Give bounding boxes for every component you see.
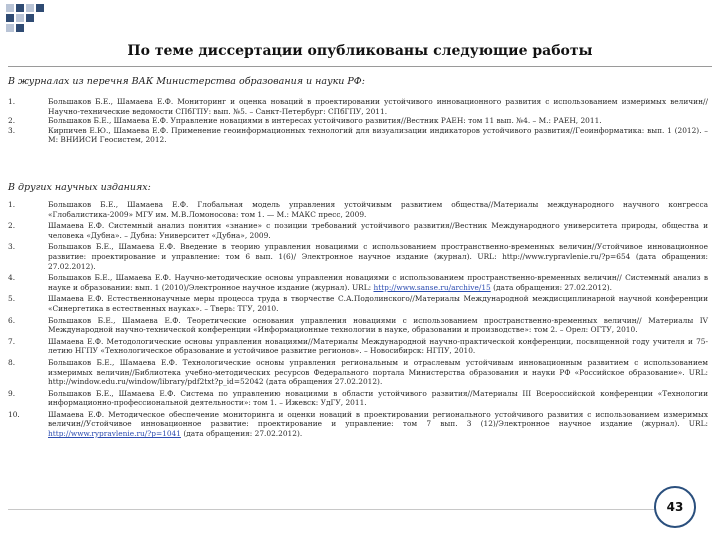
publication-item (8, 116, 708, 126)
publication-item (8, 221, 708, 240)
publication-access-date: (дата обращения: 27.02.2012). (490, 282, 612, 292)
section-heading-vak: В журналах из перечня ВАК Министерства образования и науки РФ: (8, 76, 365, 87)
decor-square (26, 4, 34, 12)
decor-square (16, 4, 24, 12)
publication-number: 9. (8, 388, 16, 398)
publication-item (8, 358, 708, 387)
page-number-badge: 43 (654, 486, 696, 528)
publication-number: 6. (8, 315, 16, 325)
publication-number: 2. (8, 221, 16, 231)
publication-item (8, 337, 708, 356)
publication-item (8, 242, 708, 271)
decor-square (16, 24, 24, 32)
decor-square (6, 4, 14, 12)
page-title: По теме диссертации опубликованы следующие работы (127, 43, 593, 59)
decor-square (6, 14, 14, 22)
publication-text: Большаков Б.Е., Шамаева Е.Ф. Управление новациями в интересах устойчивого развития//Вестник РАЕН: том 11 вып. №4. – М.: РАЕН, 2011. (48, 116, 602, 126)
publication-text: Большаков Б.Е., Шамаева Е.Ф. Технологические основы управления региональным и отраслевым устойчивым инновационным развитием с использованием измеримых величин//Библиотека учебно-методических ресурсов Федерального портала Министерства образования и науки РФ «Российское образование». URL: http://window.edu.ru/window/library/pdf2txt?p_id=52042 (дата обращения 27.02.2012). (48, 357, 708, 387)
publication-number: 5. (8, 294, 16, 304)
publication-number: 10. (8, 409, 20, 419)
publication-number: 3. (8, 242, 16, 252)
publication-item (8, 410, 708, 439)
decor-square (6, 24, 14, 32)
publication-item (8, 126, 708, 145)
other-publication-list (8, 200, 708, 439)
publication-number: 1. (8, 97, 16, 106)
publication-text: Кирпичев Е.Ю., Шамаева Е.Ф. Применение геоинформационных технологий для визуализации индикаторов устойчивого развития//Геоинформатика: вып. 1 (2012). – М: ВНИИСИ Геосистем, 2012. (48, 125, 708, 145)
publication-number: 3. (8, 125, 16, 135)
publication-number: 1. (8, 200, 16, 209)
corner-decoration (0, 0, 110, 40)
decor-square (16, 14, 24, 22)
decor-square (26, 14, 34, 22)
publication-link[interactable]: http://www.rypravlenie.ru/?p=1041 (48, 429, 181, 439)
publication-number: 2. (8, 116, 16, 126)
publication-text: Шамаева Е.Ф. Системный анализ понятия «знание» с позиции требований устойчивого развития//Вестник Международного университета природы, общества и человека «Дубна». – Дубна: Университет «Дубна», 2009. (48, 221, 708, 240)
publication-number: 4. (8, 273, 16, 283)
publication-text: Большаков Б.Е., Шамаева Е.Ф. Введение в теорию управления новациями с использованием пространственно-временных величин//Устойчивое инновационное развитие: проектирование и управление: том 6 вып. 1(6)/ Электронное научное издание (журнал). URL: http://www.rypravlenie.ru/?p=654 (дата обращения: 27.02.2012). (48, 242, 708, 271)
publication-text: Шамаева Е.Ф. Методическое обеспечение мониторинга и оценки новаций в проектировании регионального устойчивого развития с использованием измеримых величин//Устойчивое инновационное развитие: проектирование и управление: том 7 вып. 3 (12)/Электронное научное издание (журнал). URL: (48, 409, 708, 429)
publication-text: Большаков Б.Е., Шамаева Е.Ф. Научно-методические основы управления новациями с использованием пространственно-временных величин// Системный анализ в науке и образовании: вып. 1 (2010)/Электронное научное издание (журнал). URL: (48, 273, 708, 292)
publication-item (8, 316, 708, 335)
publication-item (8, 389, 708, 408)
publication-text: Шамаева Е.Ф. Методологические основы управления новациями//Материалы Международной научно-практической конференции, посвященной году учителя и 75-летию НГПУ «Технологическое образование и устойчивое развитие регионов». – Новосибирск: НГПУ, 2010. (48, 336, 708, 356)
section-heading-other: В других научных изданиях: (8, 182, 151, 193)
title-divider (8, 66, 712, 67)
publication-number: 8. (8, 357, 16, 367)
publication-item (8, 294, 708, 313)
publication-access-date: (дата обращения: 27.02.2012). (180, 429, 303, 439)
publication-text: Большаков Б.Е., Шамаева Е.Ф. Мониторинг и оценка новаций в проектировании устойчивого инновационного развития с использованием измеримых величин//Научно-технические ведомости СПбГПУ: вып. №5. – Санкт-Петербург: СПбГПУ, 2011. (48, 97, 708, 116)
publication-text: Большаков Б.Е., Шамаева Е.Ф. Теоретические основания управления новациями с использованием пространственно-временных величин// Материалы IV Международной научно-технической конференции «Информационные технологии в науке, образовании и производстве»: том 2. – Орел: ОГТУ, 2010. (48, 315, 708, 335)
vak-publication-list (8, 97, 708, 145)
publication-text: Большаков Б.Е., Шамаева Е.Ф. Глобальная модель управления устойчивым развитием общества//Материалы международного научного конгресса «Глобалистика-2009» МГУ им. М.В.Ломоносова: том 1. — М.: МАКС пресс, 2009. (48, 200, 708, 219)
publication-item (8, 200, 708, 219)
publication-item (8, 97, 708, 116)
publication-link[interactable]: http://www.sanse.ru/archive/15 (373, 282, 491, 292)
publication-text: Большаков Б.Е., Шамаева Е.Ф. Система по управлению новациями в области устойчивого развития//Материалы III Всероссийской конференции «Технологии информационно-профессиональной деятельности»: том 1. – Ижевск: УдГУ, 2011. (48, 388, 708, 408)
publication-number: 7. (8, 336, 16, 346)
footer-divider (8, 509, 658, 510)
decor-square (36, 4, 44, 12)
publication-item (8, 273, 708, 292)
publication-text: Шамаева Е.Ф. Естественнонаучные меры процесса труда в творчестве С.А.Подолинского//Материалы Международной междисциплинарной научной конференции «Синергетика в естественных науках». – Тверь: ТГУ, 2010. (48, 294, 708, 313)
